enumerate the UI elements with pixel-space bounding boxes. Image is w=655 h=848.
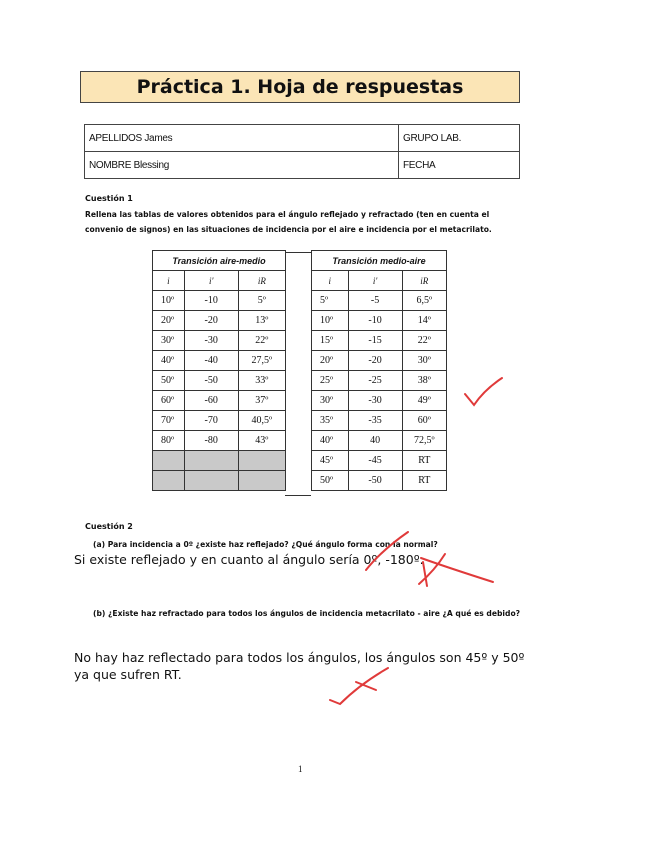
col-ir: iR bbox=[238, 271, 285, 291]
empty-cell bbox=[184, 471, 238, 491]
table-cell: 22º bbox=[402, 331, 446, 351]
question-2a-text: (a) Para incidencia a 0º ¿existe haz reflejado? ¿Qué ángulo forma con la normal? bbox=[93, 540, 438, 549]
table-cell: 72,5º bbox=[402, 431, 446, 451]
table-cell: 70º bbox=[153, 411, 185, 431]
table-cell: 22º bbox=[238, 331, 285, 351]
apellidos-field: APELLIDOS James bbox=[85, 125, 399, 152]
table-divider bbox=[285, 252, 311, 496]
table-cell: -10 bbox=[348, 311, 402, 331]
table-cell: 20º bbox=[312, 351, 349, 371]
table-cell: 45º bbox=[312, 451, 349, 471]
answer-2a: Si existe reflejado y en cuanto al ángulo sería 0º, -180º. bbox=[74, 552, 424, 567]
answer-2b: No hay haz reflectado para todos los ángulos, los ángulos son 45º y 50º ya que sufren RT. bbox=[74, 650, 525, 682]
table-cell: 80º bbox=[153, 431, 185, 451]
table-cell: -20 bbox=[348, 351, 402, 371]
empty-cell bbox=[153, 451, 185, 471]
table-cell: 43º bbox=[238, 431, 285, 451]
table-cell: 50º bbox=[312, 471, 349, 491]
table-cell: -30 bbox=[348, 391, 402, 411]
table-cell: -35 bbox=[348, 411, 402, 431]
page-title: Práctica 1. Hoja de respuestas bbox=[80, 71, 520, 103]
table-cell: 5º bbox=[312, 291, 349, 311]
question-1-title: Cuestión 1 bbox=[85, 194, 133, 203]
table-cell: -15 bbox=[348, 331, 402, 351]
table-cell: 40º bbox=[312, 431, 349, 451]
table-cell: 60º bbox=[153, 391, 185, 411]
table-cell: 30º bbox=[402, 351, 446, 371]
table-cell: 37º bbox=[238, 391, 285, 411]
table-cell: 6,5º bbox=[402, 291, 446, 311]
table-cell: 20º bbox=[153, 311, 185, 331]
cross-mark-icon bbox=[415, 548, 497, 590]
fecha-field: FECHA bbox=[399, 152, 520, 179]
table-cell: -50 bbox=[184, 371, 238, 391]
table-cell: -60 bbox=[184, 391, 238, 411]
check-mark-icon bbox=[326, 660, 396, 710]
table-cell: -45 bbox=[348, 451, 402, 471]
table-cell: 5º bbox=[238, 291, 285, 311]
table-medio-aire bbox=[311, 250, 447, 491]
col-i: i bbox=[312, 271, 349, 291]
table-cell: 38º bbox=[402, 371, 446, 391]
empty-cell bbox=[238, 471, 285, 491]
col-i: i bbox=[153, 271, 185, 291]
strike-mark-icon bbox=[364, 528, 414, 574]
table-cell: 27,5º bbox=[238, 351, 285, 371]
table-cell: 13º bbox=[238, 311, 285, 331]
check-mark-icon bbox=[462, 374, 506, 410]
table-cell: -30 bbox=[184, 331, 238, 351]
table-cell: -25 bbox=[348, 371, 402, 391]
table-cell: 60º bbox=[402, 411, 446, 431]
table-cell: 40º bbox=[153, 351, 185, 371]
question-2b-text: (b) ¿Existe haz refractado para todos los ángulos de incidencia metacrilato - aire ¿A qué es debido? bbox=[93, 609, 521, 618]
table-cell: RT bbox=[402, 451, 446, 471]
grupo-field: GRUPO LAB. bbox=[399, 125, 520, 152]
col-i-prime: i' bbox=[184, 271, 238, 291]
col-i-prime: i' bbox=[348, 271, 402, 291]
table-cell: -50 bbox=[348, 471, 402, 491]
table-cell: 40,5º bbox=[238, 411, 285, 431]
col-ir: iR bbox=[402, 271, 446, 291]
table-aire-medio bbox=[152, 250, 286, 491]
table-cell: -10 bbox=[184, 291, 238, 311]
table-cell: 35º bbox=[312, 411, 349, 431]
table-cell: 10º bbox=[153, 291, 185, 311]
question-2-title: Cuestión 2 bbox=[85, 522, 133, 531]
table-cell: -80 bbox=[184, 431, 238, 451]
table-right-title: Transición medio-aire bbox=[312, 251, 447, 271]
table-cell: 33º bbox=[238, 371, 285, 391]
table-cell: -40 bbox=[184, 351, 238, 371]
empty-cell bbox=[153, 471, 185, 491]
table-cell: 30º bbox=[153, 331, 185, 351]
table-cell: 10º bbox=[312, 311, 349, 331]
page-number: 1 bbox=[298, 764, 303, 774]
table-cell: -5 bbox=[348, 291, 402, 311]
table-left-title: Transición aire-medio bbox=[153, 251, 286, 271]
empty-cell bbox=[238, 451, 285, 471]
student-info-table bbox=[84, 124, 520, 179]
table-cell: 25º bbox=[312, 371, 349, 391]
table-cell: -70 bbox=[184, 411, 238, 431]
table-cell: 14º bbox=[402, 311, 446, 331]
empty-cell bbox=[184, 451, 238, 471]
table-cell: -20 bbox=[184, 311, 238, 331]
table-cell: 50º bbox=[153, 371, 185, 391]
question-1-text: Rellena las tablas de valores obtenidos para el ángulo reflejado y refractado (ten en cuenta el convenio de signos) en las situaciones de incidencia por el aire e incidencia por el metacrilato. bbox=[85, 210, 492, 234]
table-cell: 30º bbox=[312, 391, 349, 411]
nombre-field: NOMBRE Blessing bbox=[85, 152, 399, 179]
table-cell: 40 bbox=[348, 431, 402, 451]
table-cell: 49º bbox=[402, 391, 446, 411]
table-cell: RT bbox=[402, 471, 446, 491]
table-cell: 15º bbox=[312, 331, 349, 351]
